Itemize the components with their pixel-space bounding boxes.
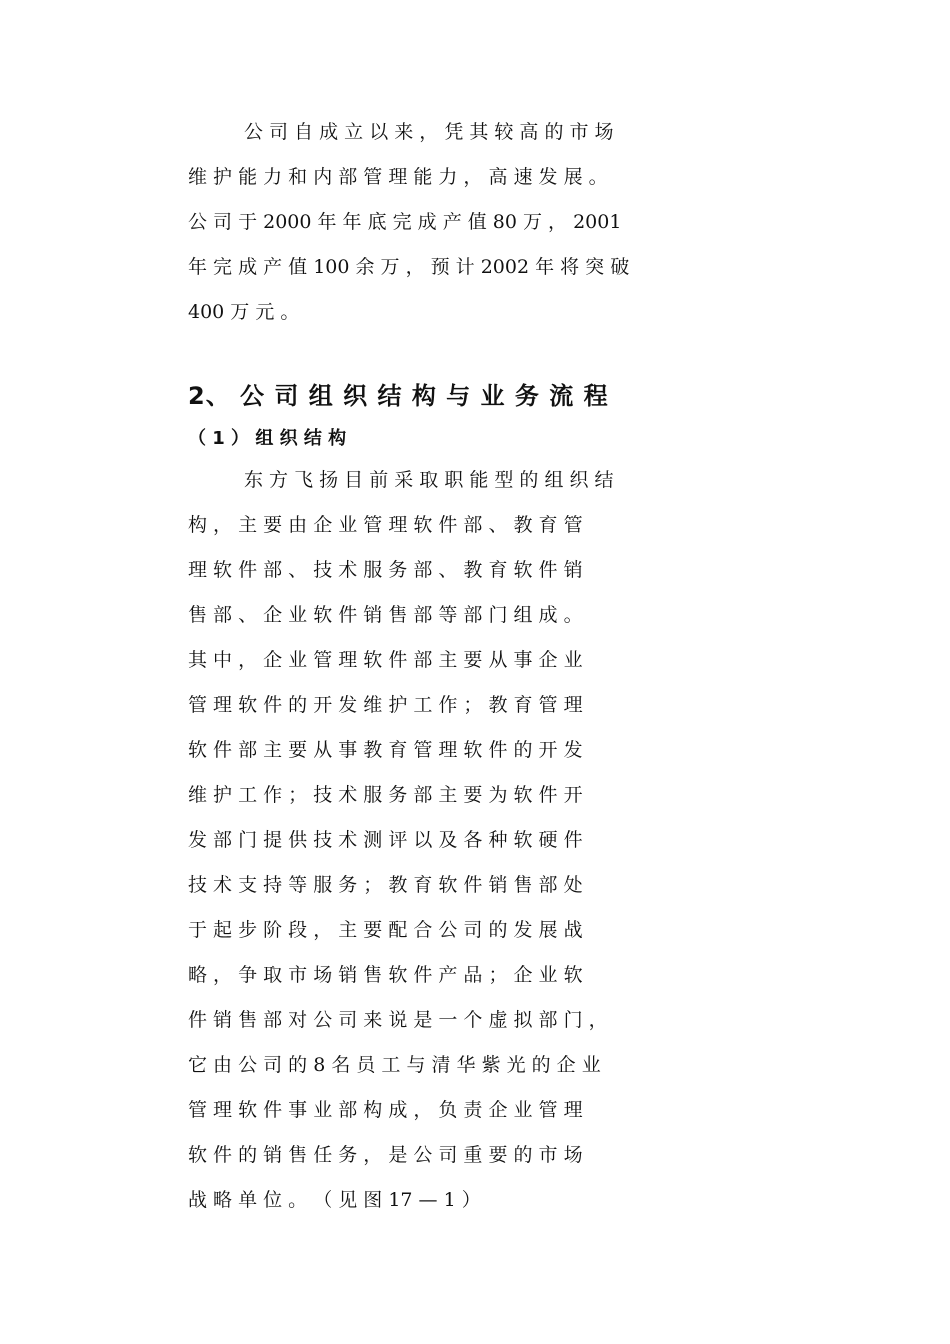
text-line: 管 理 软 件 事 业 部 构 成 ， 负 责 企 业 管 理 (188, 1099, 583, 1121)
text-line: 构 ， 主 要 由 企 业 管 理 软 件 部 、 教 育 管 (188, 514, 583, 536)
text-line: 技 术 支 持 等 服 务 ； 教 育 软 件 销 售 部 处 (188, 874, 583, 896)
text-line: 公 司 自 成 立 以 来 ， 凭 其 较 高 的 市 场 (244, 121, 614, 143)
section-heading: 2、 公 司 组 织 结 构 与 业 务 流 程 (188, 382, 609, 410)
text-line: 软 件 的 销 售 任 务 ， 是 公 司 重 要 的 市 场 (188, 1144, 583, 1166)
text-line: 管 理 软 件 的 开 发 维 护 工 作 ； 教 育 管 理 (188, 694, 583, 716)
text-line: 400 万 元 。 (188, 301, 300, 323)
text-line: 东 方 飞 扬 目 前 采 取 职 能 型 的 组 织 结 (244, 469, 614, 491)
text-line: 维 护 能 力 和 内 部 管 理 能 力 ， 高 速 发 展 。 (188, 166, 608, 188)
text-line: 售 部 、 企 业 软 件 销 售 部 等 部 门 组 成 。 (188, 604, 583, 626)
text-line: 发 部 门 提 供 技 术 测 评 以 及 各 种 软 硬 件 (188, 829, 583, 851)
text-line: 公 司 于 2000 年 年 底 完 成 产 值 80 万 ， 2001 (188, 211, 622, 233)
text-line: 理 软 件 部 、 技 术 服 务 部 、 教 育 软 件 销 (188, 559, 583, 581)
text-line: 它 由 公 司 的 8 名 员 工 与 清 华 紫 光 的 企 业 (188, 1054, 601, 1076)
text-line: 其 中 ， 企 业 管 理 软 件 部 主 要 从 事 企 业 (188, 649, 583, 671)
text-line: 战 略 单 位 。 （ 见 图 17 — 1 ） (188, 1189, 481, 1211)
text-line: 件 销 售 部 对 公 司 来 说 是 一 个 虚 拟 部 门 ， (188, 1009, 608, 1031)
text-line: 略 ， 争 取 市 场 销 售 软 件 产 品 ； 企 业 软 (188, 964, 583, 986)
text-line: 于 起 步 阶 段 ， 主 要 配 合 公 司 的 发 展 战 (188, 919, 583, 941)
text-line: 年 完 成 产 值 100 余 万 ， 预 计 2002 年 将 突 破 (188, 256, 630, 278)
text-line: 维 护 工 作 ； 技 术 服 务 部 主 要 为 软 件 开 (188, 784, 583, 806)
text-line: 软 件 部 主 要 从 事 教 育 管 理 软 件 的 开 发 (188, 739, 583, 761)
subsection-heading: （ 1 ） 组 织 结 构 (188, 428, 347, 449)
